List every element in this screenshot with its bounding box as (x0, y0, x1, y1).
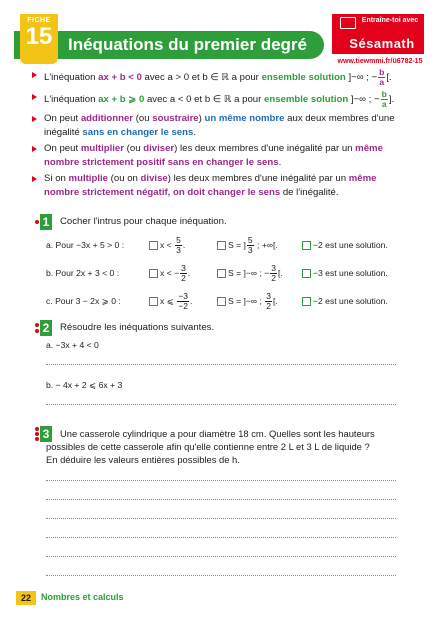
exercise-2-title: Résoudre les inéquations suivantes. (60, 322, 215, 333)
sesamath-link[interactable]: www.tiewmmi.fr/ü6782-15 (337, 58, 423, 65)
rule-3: On peut additionner (ou soustraire) un même nombre aux deux membres d'une inégalité sans en changer le sens. (32, 112, 402, 139)
rule-4: On peut multiplier (ou diviser) les deux membres d'une inégalité par un même nombre strictement positif sans en changer le sens. (32, 142, 402, 169)
ex1-row-b-option-1[interactable]: x < − $\frac{3}{2}$ . (149, 264, 190, 283)
ex1-row-a-option-3[interactable]: −2 est une solution. (302, 240, 388, 250)
ex2-item-a: a. −3x + 4 < 0 (46, 340, 99, 350)
rule-2: L'inéquation ax + b ⩾ 0 avec a < 0 et b ∈ ℝ a pour ensemble solution ]−∞ ; − $\frac{b}{a}$ ]. (32, 90, 402, 109)
exercise-3-line-1: Une casserole cylindrique a pour diamètre 18 cm. Quelles sont les hauteurs (60, 428, 375, 439)
ex1-row-a-label: a. Pour −3x + 5 > 0 : (46, 240, 125, 250)
page-number: 22 (16, 591, 36, 605)
answer-line[interactable] (46, 537, 396, 538)
answer-line[interactable] (46, 575, 396, 576)
checkbox[interactable] (302, 269, 311, 278)
ex1-row-c-option-3[interactable]: −2 est une solution. (302, 296, 388, 306)
fraction: $\frac{b}{a}$ (379, 67, 385, 87)
answer-line[interactable] (46, 518, 396, 519)
checkbox[interactable] (149, 269, 158, 278)
answer-line[interactable] (46, 364, 396, 365)
page-title: Inéquations du premier degré (68, 35, 307, 54)
exercise-3-line-2: possibles de cette casserole afin qu'elle contienne entre 2 L et 3 L de liquide ? (46, 441, 370, 452)
answer-line[interactable] (46, 404, 396, 405)
fiche-label: FICHE (27, 17, 51, 24)
checkbox[interactable] (302, 241, 311, 250)
fiche-number: 15 (25, 23, 53, 50)
ex1-row-a-option-1[interactable]: x < $\frac{5}{3}$ . (149, 236, 185, 255)
exercise-3-number: 3 (34, 426, 52, 442)
ex1-row-b-label: b. Pour 2x + 3 < 0 : (46, 268, 120, 278)
exercise-1-number: 1 (34, 214, 52, 230)
rule-1: L'inéquation ax + b < 0 avec a > 0 et b ∈ ℝ a pour ensemble solution ]−∞ ; − $\frac{b}{a}$ [. (32, 68, 402, 87)
exercise-1-title: Cocher l'intrus pour chaque inéquation. (60, 216, 227, 227)
sesamath-box (332, 14, 424, 54)
section-name: Nombres et calculs (41, 592, 124, 602)
exercise-3-line-3: En déduire les valeurs entières possibles de h. (46, 454, 240, 465)
page-header (0, 14, 435, 64)
rule-5: Si on multiplie (ou on divise) les deux membres d'une inégalité par un même nombre strictement négatif, on doit changer le sens de l'inégalité. (32, 172, 402, 199)
ex1-row-c-label: c. Pour 3 − 2x ⩾ 0 : (46, 296, 121, 306)
page-footer (0, 591, 435, 605)
bullet-icon (32, 94, 37, 100)
rules-block (32, 68, 402, 202)
checkbox[interactable] (217, 269, 226, 278)
fiche-tab (20, 14, 58, 64)
fraction: $\frac{b}{a}$ (381, 89, 387, 109)
bullet-icon (32, 116, 37, 122)
bullet-icon (32, 72, 37, 78)
bullet-icon (32, 146, 37, 152)
checkbox[interactable] (217, 297, 226, 306)
ex2-item-b: b. − 4x + 2 ⩽ 6x + 3 (46, 380, 123, 390)
sesamath-tagline: Entraîne-toi avec (361, 17, 419, 24)
ex1-row-c-option-2[interactable]: S = ]−∞ ; $\frac{3}{2}$ [. (217, 292, 278, 311)
checkbox[interactable] (149, 297, 158, 306)
answer-line[interactable] (46, 556, 396, 557)
ex1-row-c-option-1[interactable]: x ⩽ $\frac{-3}{-2}$ . (149, 292, 192, 311)
ex1-row-b-option-3[interactable]: −3 est une solution. (302, 268, 388, 278)
sesamath-logo: Sésamath (349, 36, 415, 51)
ex1-row-b-option-2[interactable]: S = ]−∞ ; − $\frac{3}{2}$ [. (217, 264, 283, 283)
checkbox[interactable] (149, 241, 158, 250)
checkbox[interactable] (217, 241, 226, 250)
answer-line[interactable] (46, 480, 396, 481)
ex1-row-a-option-2[interactable]: S = ] $\frac{5}{3}$ ; +∞[. (217, 236, 278, 255)
answer-line[interactable] (46, 499, 396, 500)
screen-icon (340, 17, 356, 29)
checkbox[interactable] (302, 297, 311, 306)
bullet-icon (32, 176, 37, 182)
exercise-2-number: 2 (34, 320, 52, 336)
